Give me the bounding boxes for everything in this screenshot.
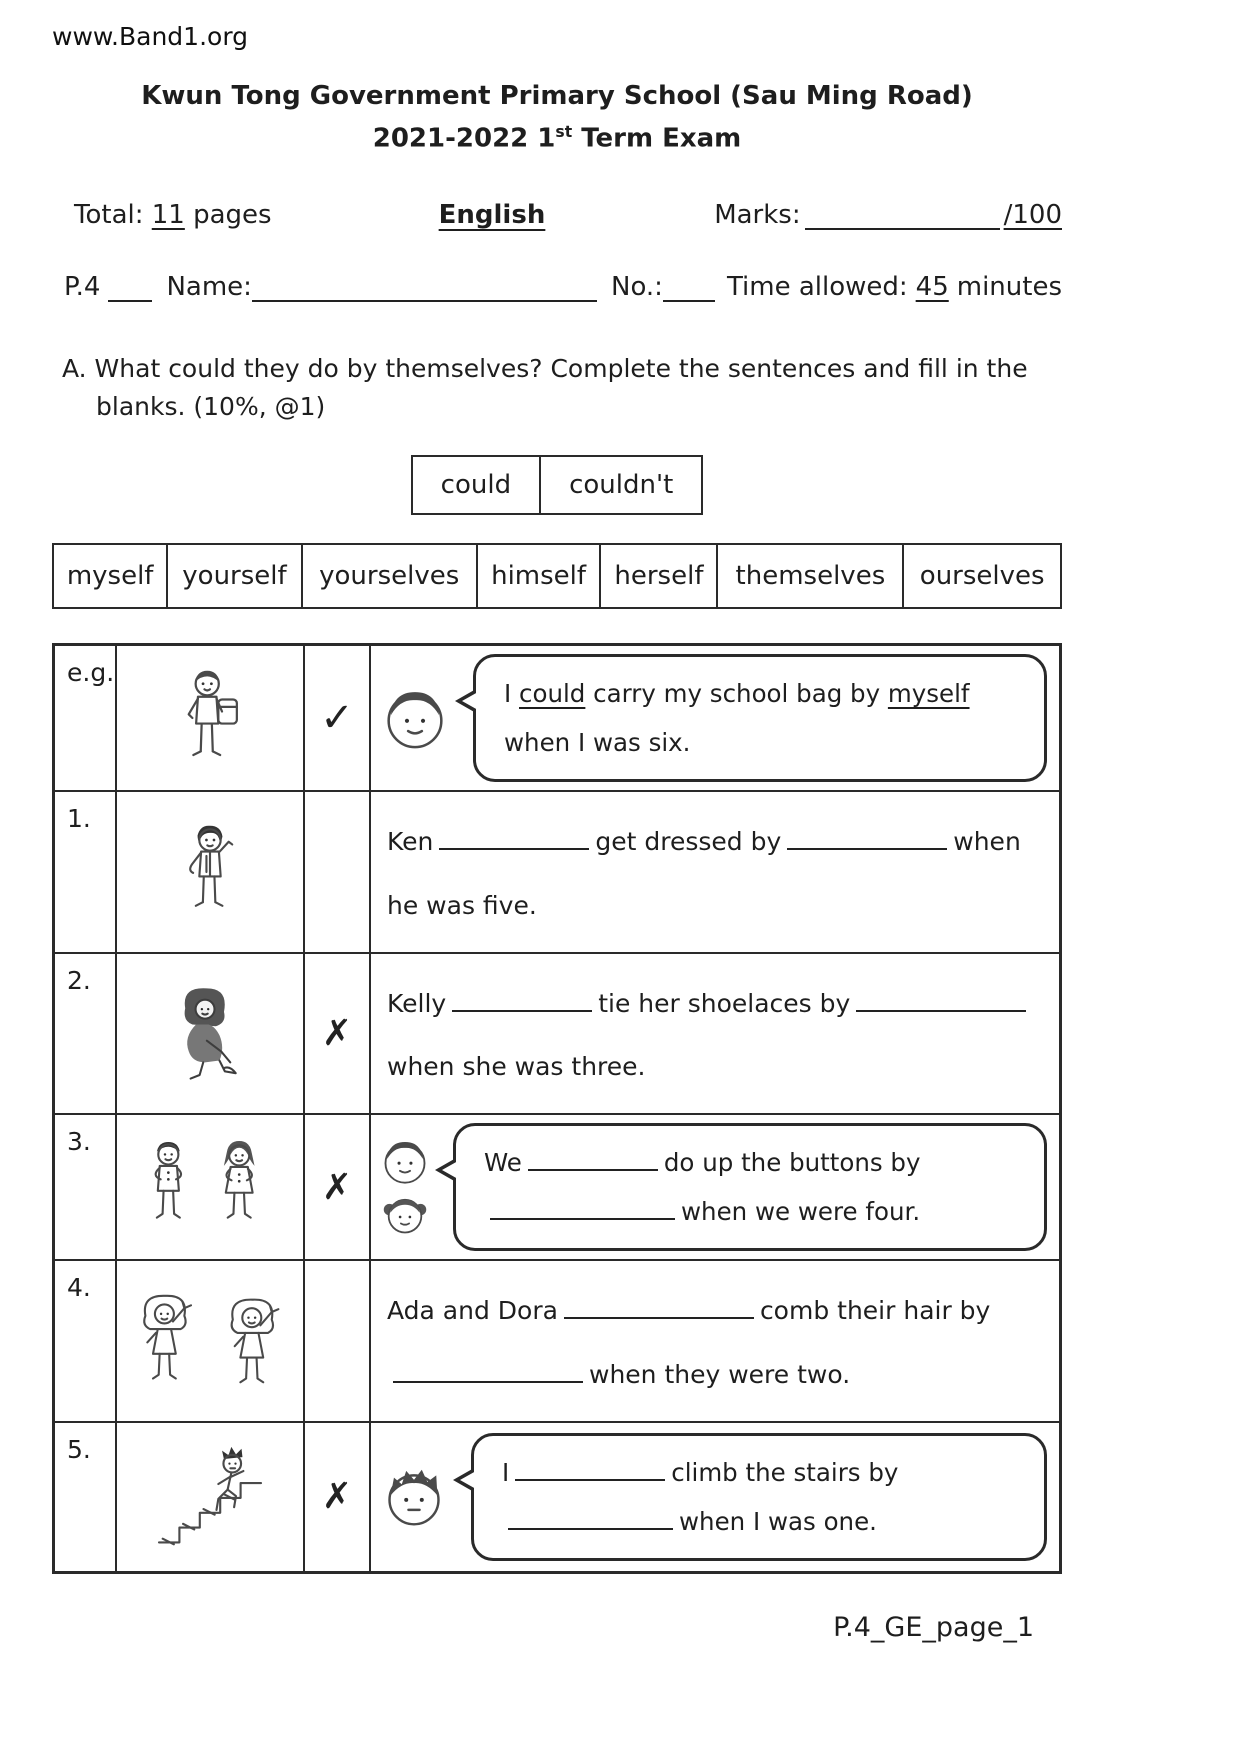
section-a-heading <box>52 350 1062 428</box>
answer-mark-empty <box>305 1261 371 1421</box>
answer-cross-mark: ✗ <box>305 1115 371 1259</box>
pages-word: pages <box>193 199 272 230</box>
info-row-2 <box>52 272 1062 302</box>
subject-title: English <box>438 199 546 230</box>
verb-word-bank <box>411 455 704 515</box>
total-pages-value: 11 <box>151 199 185 230</box>
marks-total: /100 <box>1003 199 1062 230</box>
exam-title <box>52 123 1062 154</box>
exercise-row-3 <box>55 1115 1059 1261</box>
speech-bubble: I could carry my school bag by myself when I was six. <box>473 654 1047 782</box>
answer-tick-mark: ✓ <box>305 646 371 790</box>
class-label: P.4 <box>64 271 101 302</box>
speech-bubble: I climb the stairs bywhen I was one. <box>471 1433 1047 1561</box>
boy-and-girl-faces <box>377 1135 433 1239</box>
marks-label: Marks: <box>714 199 801 230</box>
exercise-row-5 <box>55 1423 1059 1571</box>
exercise-row-example <box>55 646 1059 792</box>
time-allowed-label: Time allowed: <box>726 271 908 302</box>
sentence-3-cell <box>371 1115 1059 1259</box>
no-blank-line <box>663 274 715 301</box>
total-label: Total: <box>74 199 144 230</box>
watermark: www.Band1.org <box>52 22 249 51</box>
page-footer: P.4_GE_page_1 <box>833 1611 1034 1643</box>
boy-face-icon <box>377 683 453 754</box>
boy-face-icon <box>377 1135 433 1188</box>
exam-term: Term Exam <box>572 123 742 154</box>
section-a-line2: blanks. (10%, @1) <box>96 392 326 422</box>
info-row-1 <box>52 200 1062 230</box>
no-label: No.: <box>611 271 663 302</box>
answer-cross-mark: ✗ <box>305 1423 371 1571</box>
speech-bubble: We do up the buttons bywhen we were four. <box>453 1123 1047 1251</box>
section-a-line1: A. What could they do by themselves? Complete the sentences and fill in the <box>62 353 1028 383</box>
word-myself: myself <box>53 544 167 608</box>
row-number: e.g. <box>55 646 117 790</box>
name-blank-line <box>252 274 597 301</box>
word-themselves: themselves <box>717 544 903 608</box>
word-could: could <box>412 456 540 514</box>
example-sentence-cell <box>371 646 1059 790</box>
spiky-hair-boy-face-icon <box>377 1462 451 1531</box>
marks-field <box>592 200 1062 230</box>
answer-cross-mark: ✗ <box>305 954 371 1114</box>
school-name: Kwun Tong Government Primary School (Sau Ming Road) <box>141 81 973 111</box>
picture-boy-and-girl-buttons-icon <box>117 1115 305 1259</box>
sentence-2: Kelly tie her shoelaces bywhen she was three. <box>371 954 1059 1114</box>
picture-boy-getting-dressed-icon <box>117 792 305 952</box>
sentence-1: Ken get dressed by when he was five. <box>387 827 1021 920</box>
exam-year: 2021-2022 1 <box>372 123 556 154</box>
sentence-5-cell <box>371 1423 1059 1571</box>
marks-blank-line <box>805 202 1000 229</box>
pronoun-word-bank <box>52 543 1062 609</box>
picture-boy-with-schoolbag-icon <box>117 646 305 790</box>
time-allowed-value: 45 <box>915 271 949 302</box>
total-pages <box>52 200 392 230</box>
exam-paper <box>52 0 1062 1643</box>
sentence-4: Ada and Dora comb their hair bywhen they were two. <box>387 1296 991 1389</box>
exercise-row-1 <box>55 792 1059 954</box>
picture-boy-climbing-stairs-icon <box>117 1423 305 1571</box>
picture-girl-tying-shoelaces-icon <box>117 954 305 1114</box>
exam-ordinal: st <box>555 123 573 141</box>
girl-face-icon <box>378 1190 432 1239</box>
row-number: 4. <box>55 1261 117 1421</box>
row-number: 2. <box>55 954 117 1114</box>
word-herself: herself <box>600 544 717 608</box>
picture-two-girls-combing-hair-icon <box>117 1261 305 1421</box>
class-blank-line <box>108 274 152 301</box>
word-himself: himself <box>477 544 601 608</box>
answer-mark-empty <box>305 792 371 952</box>
exercise-table <box>52 643 1062 1574</box>
word-yourselves: yourselves <box>302 544 477 608</box>
row-number: 3. <box>55 1115 117 1259</box>
row-number: 5. <box>55 1423 117 1571</box>
word-yourself: yourself <box>167 544 301 608</box>
row-number: 1. <box>55 792 117 952</box>
time-unit: minutes <box>956 271 1062 302</box>
word-couldnt: couldn't <box>540 456 702 514</box>
exercise-row-4 <box>55 1261 1059 1423</box>
word-ourselves: ourselves <box>903 544 1061 608</box>
name-label: Name: <box>166 271 252 302</box>
exercise-row-2 <box>55 954 1059 1116</box>
